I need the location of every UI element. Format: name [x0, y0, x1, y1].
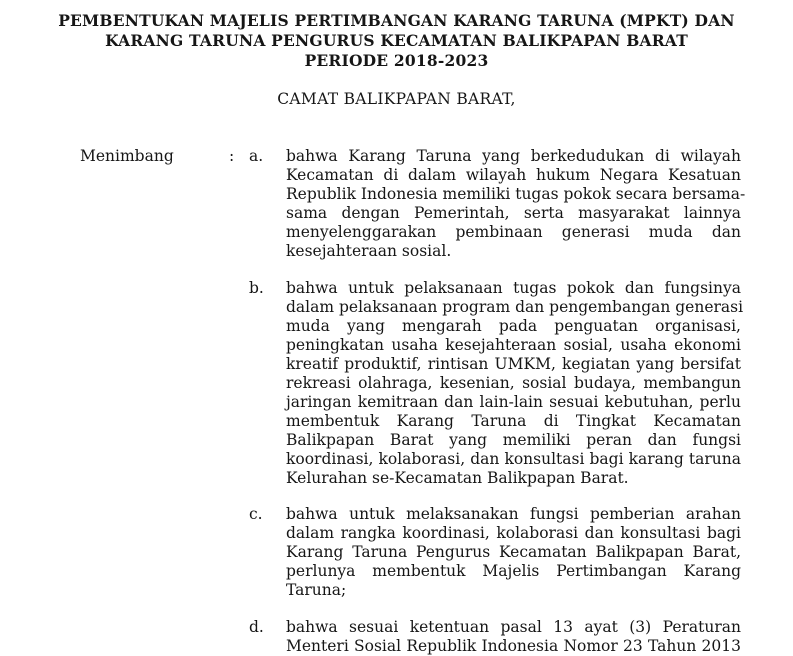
item-d-text	[286, 618, 741, 656]
considering-label: Menimbang	[80, 147, 174, 165]
item-b-line: rekreasi olahraga, kesenian, sosial budaya, membangun	[286, 374, 741, 392]
item-a-line: sama dengan Pemerintah, serta masyarakat lainnya	[286, 204, 741, 222]
item-c-letter: c.	[249, 505, 263, 523]
item-b-line: muda yang mengarah pada penguatan organisasi,	[286, 317, 741, 335]
item-d-line: Menteri Sosial Republik Indonesia Nomor 23 Tahun 2013	[286, 637, 741, 655]
item-b-letter: b.	[249, 279, 264, 297]
item-b-line: koordinasi, kolaborasi, dan konsultasi bagi karang taruna	[286, 450, 741, 468]
item-a-line: Republik Indonesia memiliki tugas pokok secara bersama-	[286, 185, 746, 203]
item-c-text	[286, 505, 741, 600]
item-b-line: kreatif produktif, rintisan UMKM, kegiatan yang bersifat	[286, 355, 741, 373]
item-c-line: Karang Taruna Pengurus Kecamatan Balikpapan Barat,	[286, 543, 741, 561]
item-b-line: membentuk Karang Taruna di Tingkat Kecamatan	[286, 412, 741, 430]
item-b-line: peningkatan usaha kesejahteraan sosial, usaha ekonomi	[286, 336, 741, 354]
item-a-line: Kecamatan di dalam wilayah hukum Negara Kesatuan	[286, 166, 741, 184]
title-line-2: KARANG TARUNA PENGURUS KECAMATAN BALIKPAPAN BARAT	[105, 31, 688, 50]
document-title	[0, 11, 793, 71]
item-a-line: bahwa Karang Taruna yang berkedudukan di wilayah	[286, 147, 741, 165]
item-a-line: menyelenggarakan pembinaan generasi muda dan	[286, 223, 741, 241]
item-b-line: dalam pelaksanaan program dan pengembangan generasi	[286, 298, 744, 316]
item-d-line: bahwa sesuai ketentuan pasal 13 ayat (3) Peraturan	[286, 618, 741, 636]
item-a-line: kesejahteraan sosial.	[286, 242, 452, 260]
title-line-3: PERIODE 2018-2023	[304, 51, 489, 70]
item-a-text	[286, 147, 746, 261]
item-b-line: jaringan kemitraan dan lain-lain sesuai kebutuhan, perlu	[286, 393, 741, 411]
item-c-line: dalam rangka koordinasi, kolaborasi dan konsultasi bagi	[286, 524, 741, 542]
item-a-letter: a.	[249, 147, 264, 165]
item-b-line: bahwa untuk pelaksanaan tugas pokok dan fungsinya	[286, 279, 741, 297]
item-c-line: Taruna;	[286, 581, 347, 599]
considering-colon: :	[229, 147, 235, 165]
item-b-text	[286, 279, 744, 488]
item-b-line: Balikpapan Barat yang memiliki peran dan fungsi	[286, 431, 741, 449]
title-line-1: PEMBENTUKAN MAJELIS PERTIMBANGAN KARANG TARUNA (MPKT) DAN	[58, 11, 735, 30]
item-c-line: bahwa untuk melaksanakan fungsi pemberian arahan	[286, 505, 741, 523]
item-c-line: perlunya membentuk Majelis Pertimbangan Karang	[286, 562, 741, 580]
item-b-line: Kelurahan se-Kecamatan Balikpapan Barat.	[286, 469, 629, 487]
item-d-letter: d.	[249, 618, 264, 636]
official-heading: CAMAT BALIKPAPAN BARAT,	[277, 90, 516, 108]
